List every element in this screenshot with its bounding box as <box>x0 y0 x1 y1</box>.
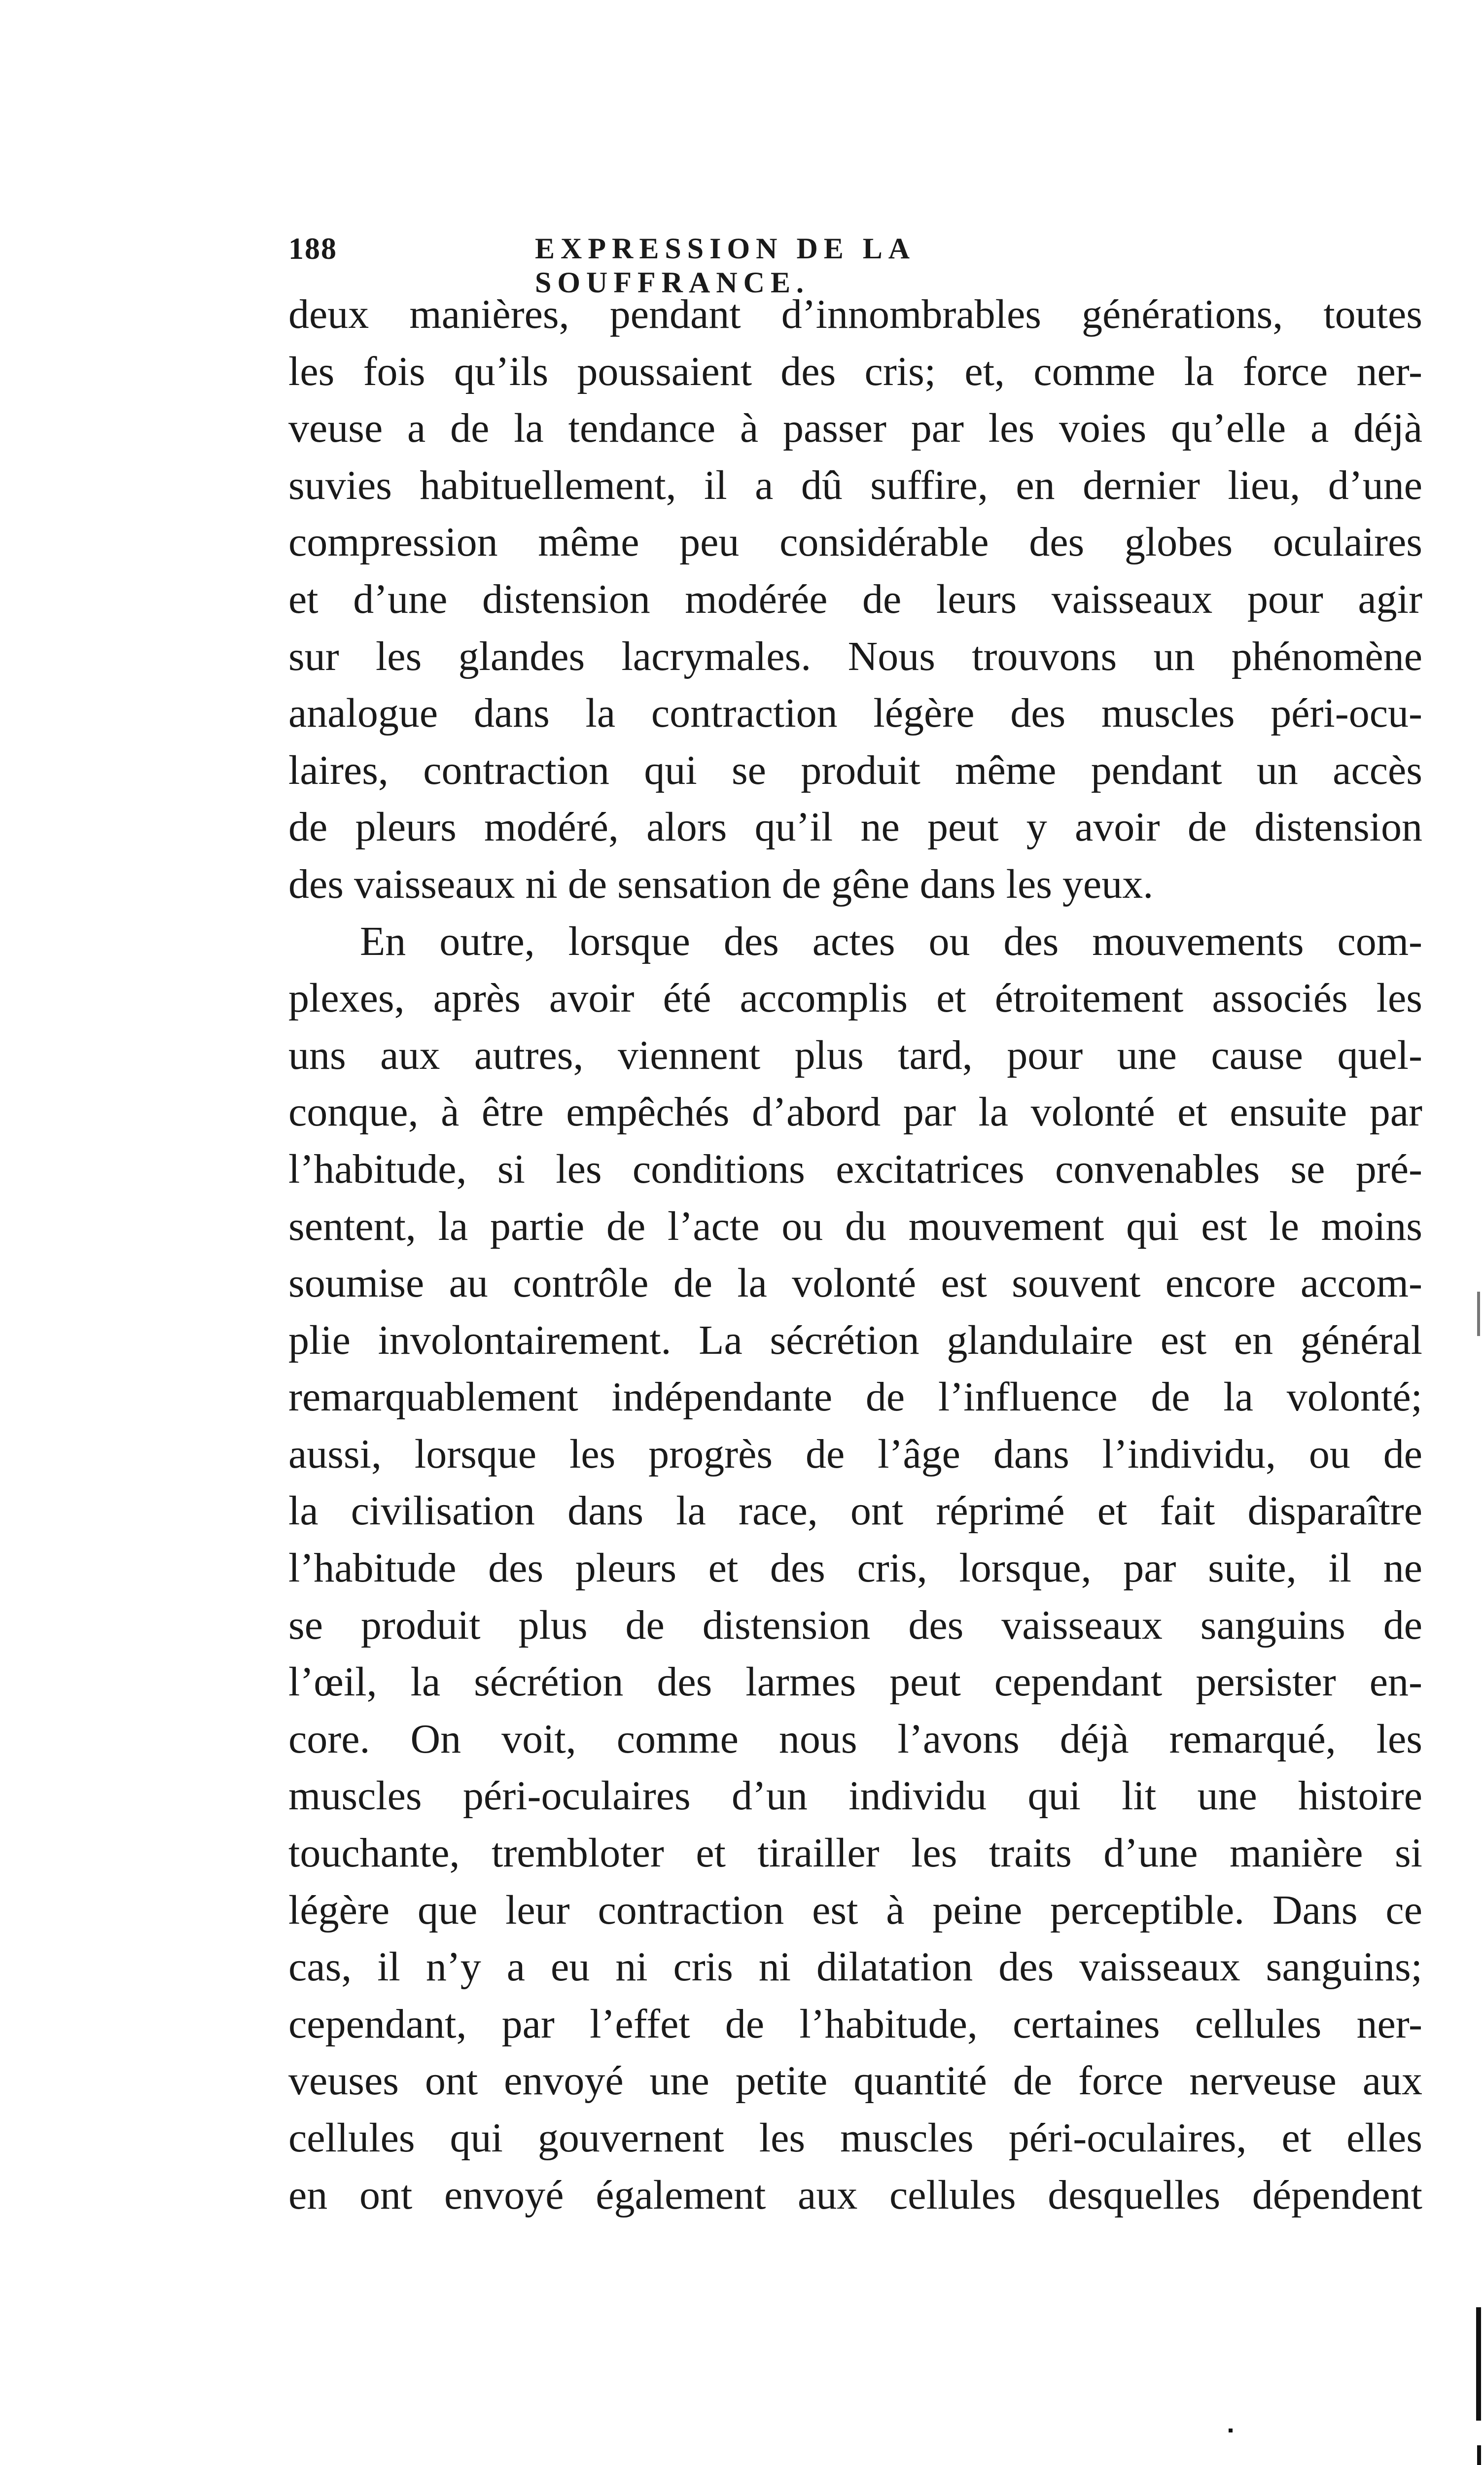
scan-edge-mark <box>1477 1292 1480 1336</box>
text-line: suvies habituellement, il a dû suffire, en dernier lieu, d’une <box>288 462 1422 508</box>
text-line: l’habitude des pleurs et des cris, lorsque, par suite, il ne <box>288 1545 1422 1591</box>
running-title: EXPRESSION DE LA SOUFFRANCE. <box>535 232 914 299</box>
text-line: core. On voit, comme nous l’avons déjà remarqué, les <box>288 1716 1422 1762</box>
text-line: deux manières, pendant d’innombrables générations, toutes <box>288 291 1422 337</box>
text-line: la civilisation dans la race, ont réprimé et fait disparaître <box>288 1488 1422 1534</box>
paragraph-start-line: En outre, lorsque des actes ou des mouvements com- <box>360 918 1422 964</box>
text-line: l’œil, la sécrétion des larmes peut cependant persister en- <box>288 1659 1422 1705</box>
text-line: cellules qui gouvernent les muscles péri-oculaires, et elles <box>288 2115 1422 2161</box>
text-line: veuses ont envoyé une petite quantité de force nerveuse aux <box>288 2058 1422 2104</box>
text-line: uns aux autres, viennent plus tard, pour une cause quel- <box>288 1032 1422 1078</box>
text-line: se produit plus de distension des vaisseaux sanguins de <box>288 1602 1422 1648</box>
text-line: les fois qu’ils poussaient des cris; et, comme la force ner- <box>288 348 1422 394</box>
text-line: légère que leur contraction est à peine perceptible. Dans ce <box>288 1887 1422 1933</box>
text-line: touchante, trembloter et tirailler les traits d’une manière si <box>288 1830 1422 1876</box>
text-line: laires, contraction qui se produit même pendant un accès <box>288 747 1422 793</box>
text-line: conque, à être empêchés d’abord par la volonté et ensuite par <box>288 1089 1422 1135</box>
scan-edge-mark <box>1476 2307 1481 2421</box>
scan-dot <box>1229 2429 1233 2432</box>
text-line: sur les glandes lacrymales. Nous trouvons un phénomène <box>288 633 1422 679</box>
text-line: veuse a de la tendance à passer par les voies qu’elle a déjà <box>288 405 1422 452</box>
text-line: et d’une distension modérée de leurs vaisseaux pour agir <box>288 576 1422 622</box>
text-line: aussi, lorsque les progrès de l’âge dans l’individu, ou de <box>288 1431 1422 1477</box>
text-line: compression même peu considérable des globes oculaires <box>288 519 1422 565</box>
text-line: cependant, par l’effet de l’habitude, certaines cellules ner- <box>288 2001 1422 2047</box>
text-line: remarquablement indépendante de l’influence de la volonté; <box>288 1374 1422 1420</box>
text-line: l’habitude, si les conditions excitatrices convenables se pré- <box>288 1146 1422 1192</box>
scan-edge-mark <box>1477 2445 1481 2465</box>
body-text <box>288 286 1422 2223</box>
page-number: 188 <box>288 232 337 266</box>
text-line: de pleurs modéré, alors qu’il ne peut y avoir de distension <box>288 804 1422 850</box>
text-line: muscles péri-oculaires d’un individu qui lit une histoire <box>288 1773 1422 1819</box>
text-line: plexes, après avoir été accomplis et étroitement associés les <box>288 975 1422 1021</box>
page-header <box>288 232 1191 299</box>
text-line: analogue dans la contraction légère des muscles péri-ocu- <box>288 690 1422 737</box>
text-line: sentent, la partie de l’acte ou du mouvement qui est le moins <box>288 1203 1422 1249</box>
text-line: plie involontairement. La sécrétion glandulaire est en général <box>288 1317 1422 1363</box>
paragraph-end-line: des vaisseaux ni de sensation de gêne dans les yeux. <box>288 861 1154 907</box>
text-line: cas, il n’y a eu ni cris ni dilatation des vaisseaux sanguins; <box>288 1944 1422 1990</box>
text-line: soumise au contrôle de la volonté est souvent encore accom- <box>288 1260 1422 1306</box>
text-line: en ont envoyé également aux cellules desquelles dépendent <box>288 2172 1422 2218</box>
